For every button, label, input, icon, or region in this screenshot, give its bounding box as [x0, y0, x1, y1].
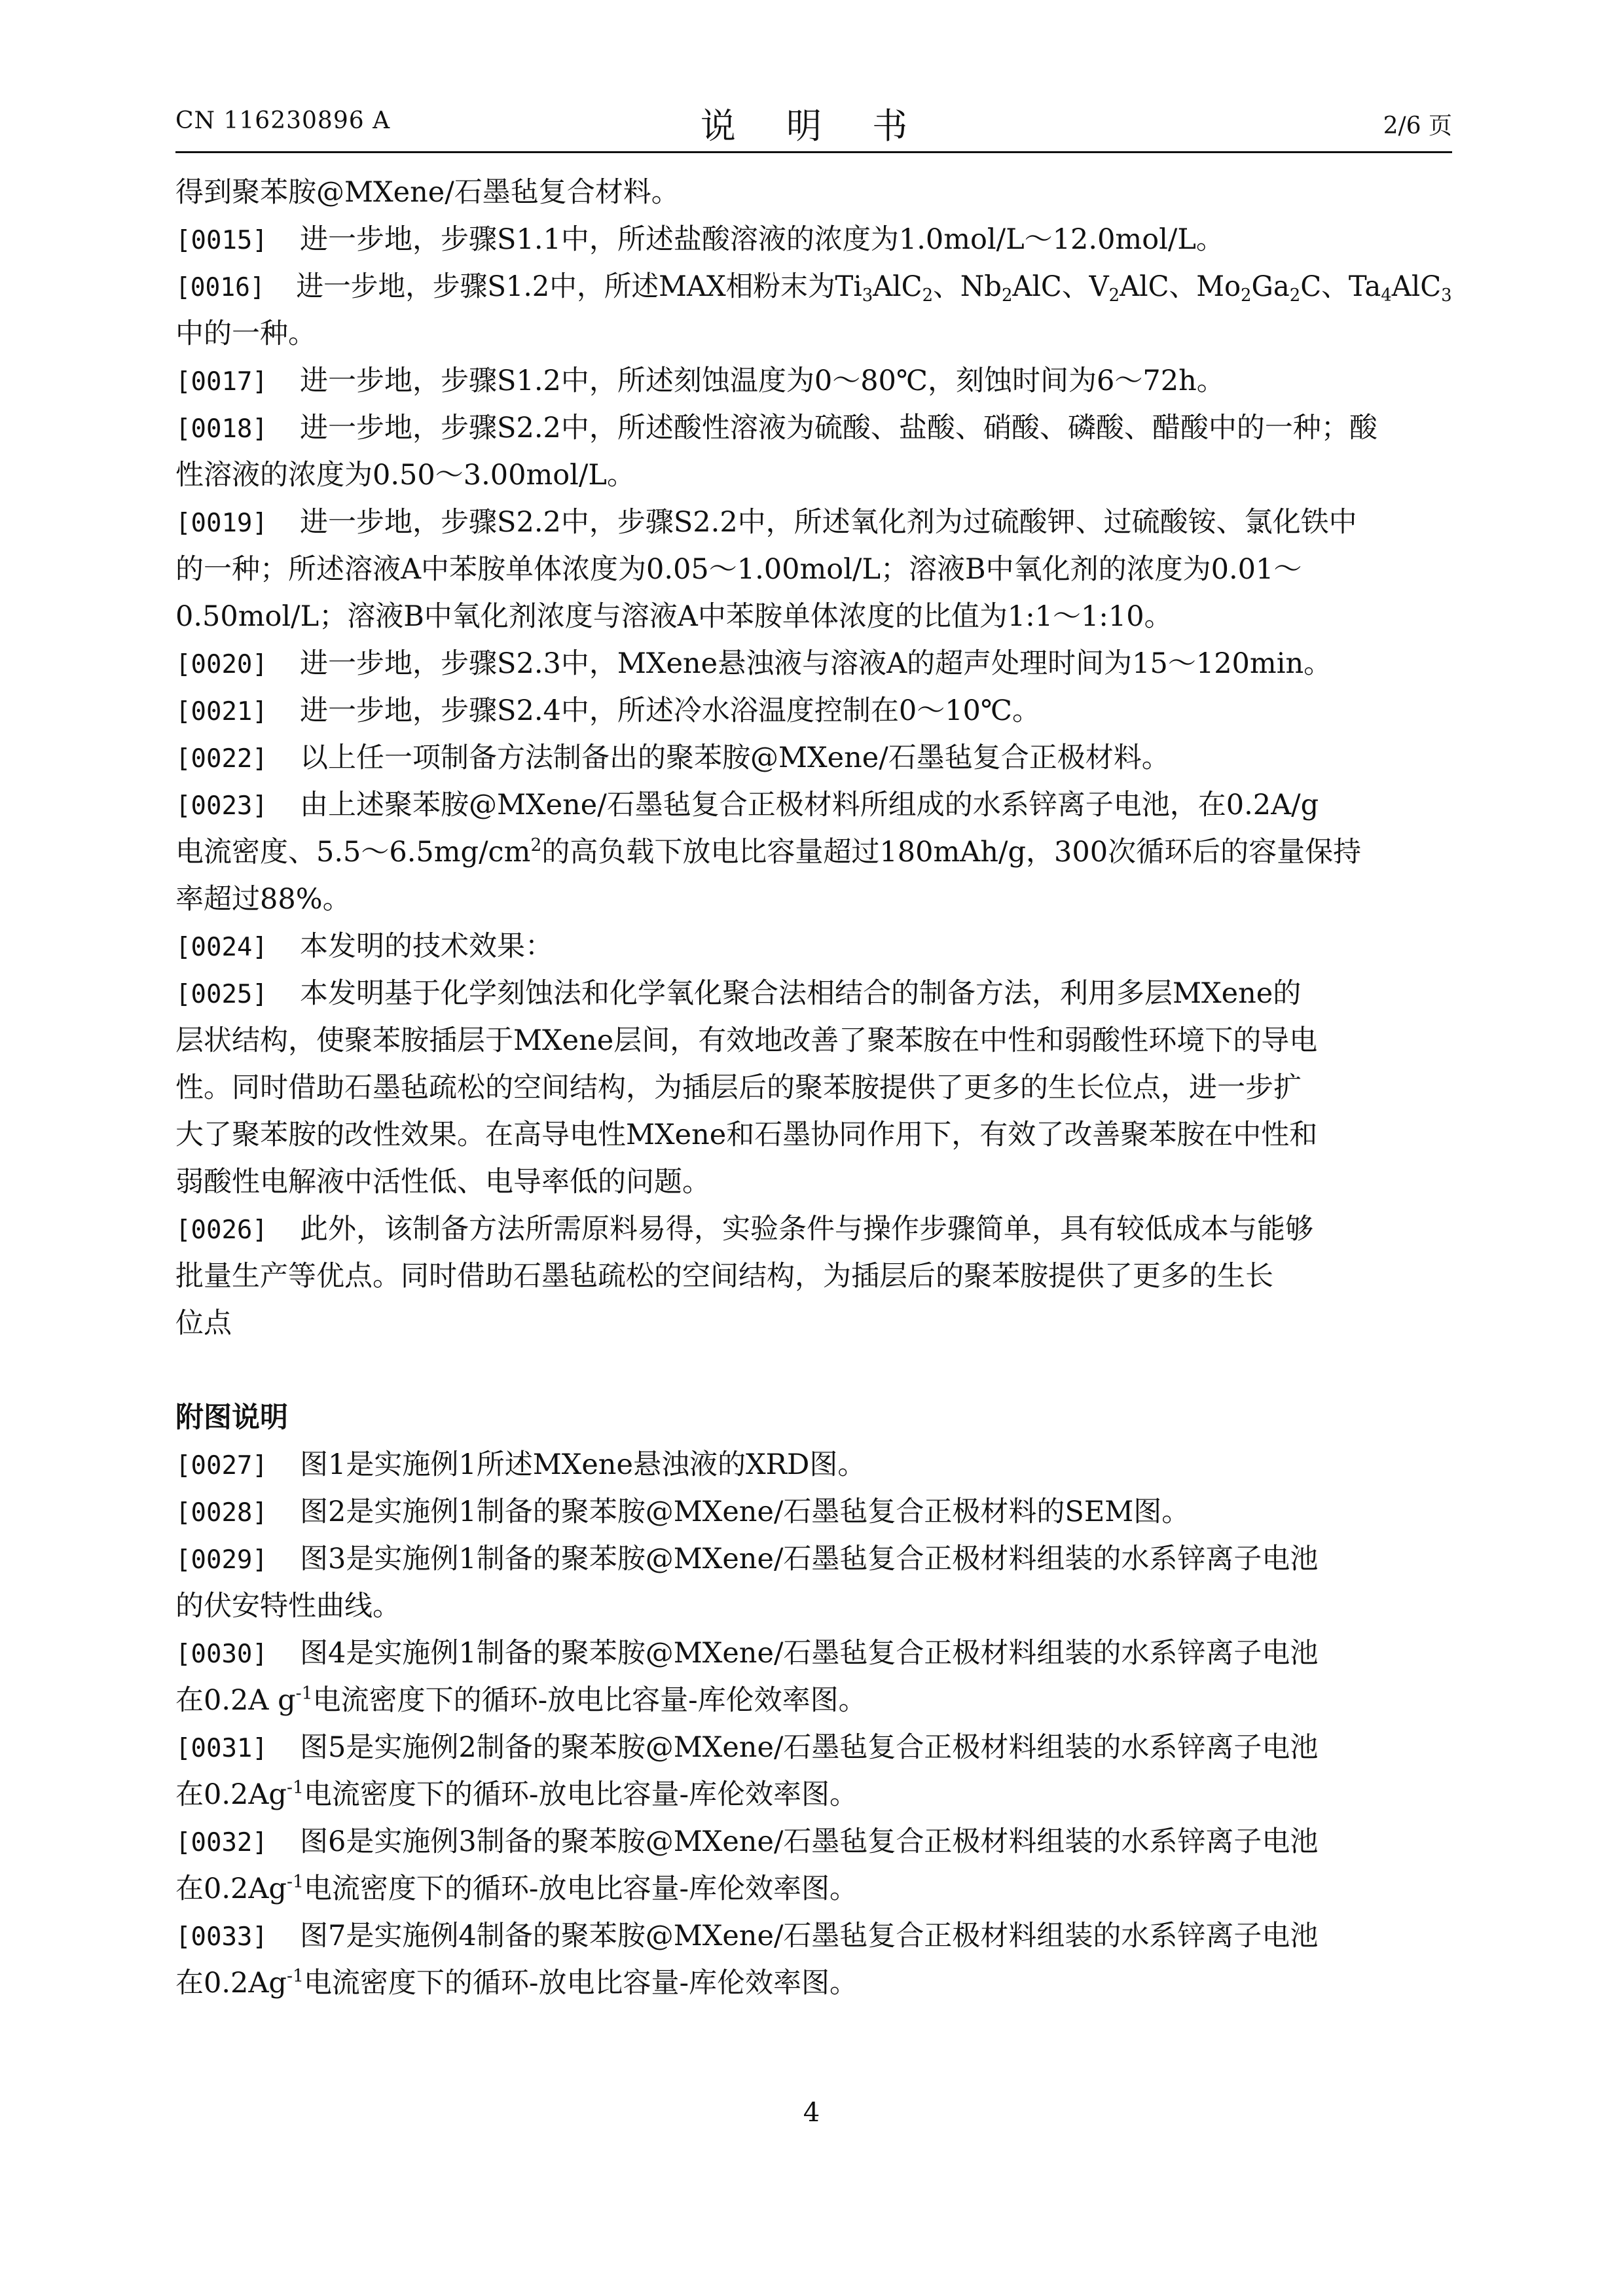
- text-line: 性溶液的浓度为0.50～3.00mol/L。: [175, 459, 635, 492]
- paragraph-0031: [0031] 图5是实施例2制备的聚苯胺@MXene/石墨毡复合正极材料组装的水系锌离子电池: [175, 1724, 1452, 1771]
- paragraph-number: [0022]: [175, 744, 268, 774]
- paragraph-0030: [0030] 图4是实施例1制备的聚苯胺@MXene/石墨毡复合正极材料组装的水系锌离子电池: [175, 1630, 1452, 1677]
- paragraph-0025: [0025] 本发明基于化学刻蚀法和化学氧化聚合法相结合的制备方法，利用多层MXene的: [175, 970, 1452, 1017]
- paragraph-number: [0028]: [175, 1498, 268, 1528]
- paragraph-number: [0020]: [175, 650, 268, 679]
- paragraph-number: [0029]: [175, 1545, 268, 1575]
- paragraph-number: [0032]: [175, 1828, 268, 1857]
- header-rule: [175, 151, 1452, 153]
- page-number: 4: [803, 2098, 820, 2128]
- text-line: 率超过88%。: [175, 883, 351, 916]
- paragraph-number: [0033]: [175, 1922, 268, 1952]
- paragraph-0018: [0018] 进一步地，步骤S2.2中，所述酸性溶液为硫酸、盐酸、硝酸、磷酸、醋酸中的一种；酸: [175, 404, 1452, 452]
- paragraph-number: [0019]: [175, 509, 268, 538]
- paragraph-0027: [0027] 图1是实施例1所述MXene悬浊液的XRD图。: [175, 1441, 1452, 1488]
- text-line: 批量生产等优点。同时借助石墨毡疏松的空间结构，为插层后的聚苯胺提供了更多的生长: [175, 1260, 1273, 1293]
- paragraph-0023: [0023] 由上述聚苯胺@MXene/石墨毡复合正极材料所组成的水系锌离子电池，在0.2A/g: [175, 781, 1452, 829]
- publication-number: CN 116230896 A: [175, 107, 391, 134]
- text-line: 在$0.2Ag^{-1}$电流密度下的循环-放电比容量-库伦效率图。: [175, 1966, 858, 2000]
- text-line: 0.50mol/L；溶液B中氧化剂浓度与溶液A中苯胺单体浓度的比值为1:1～1:10。: [175, 600, 1173, 633]
- text-line: 在$0.2Ag^{-1}$电流密度下的循环-放电比容量-库伦效率图。: [175, 1872, 858, 1905]
- paragraph-number: [0021]: [175, 697, 268, 726]
- paragraph-number: [0015]: [175, 226, 268, 255]
- text-line: 中的一种。: [175, 317, 316, 350]
- paragraph-number: [0023]: [175, 791, 268, 821]
- paragraph-0026: [0026] 此外，该制备方法所需原料易得，实验条件与操作步骤简单，具有较低成本与能够: [175, 1206, 1452, 1253]
- paragraph-0029: [0029] 图3是实施例1制备的聚苯胺@MXene/石墨毡复合正极材料组装的水系锌离子电池: [175, 1535, 1452, 1583]
- text-line: 性。同时借助石墨毡疏松的空间结构，为插层后的聚苯胺提供了更多的生长位点，进一步扩: [175, 1071, 1302, 1104]
- paragraph-number: [0016]: [175, 273, 265, 302]
- paragraph-number: [0027]: [175, 1451, 268, 1480]
- page-header: [175, 98, 1452, 151]
- text-line: 层状结构，使聚苯胺插层于MXene层间，有效地改善了聚苯胺在中性和弱酸性环境下的导电: [175, 1024, 1318, 1057]
- paragraph-number: [0025]: [175, 980, 268, 1009]
- paragraph-number: [0024]: [175, 933, 268, 962]
- paragraph-number: [0026]: [175, 1215, 268, 1245]
- paragraph-0022: [0022] 以上任一项制备方法制备出的聚苯胺@MXene/石墨毡复合正极材料。: [175, 734, 1452, 781]
- text-line: 得到聚苯胺@MXene/石墨毡复合材料。: [175, 176, 680, 209]
- text-line: 的一种；所述溶液A中苯胺单体浓度为0.05～1.00mol/L；溶液B中氧化剂的浓度为0.01～: [175, 553, 1302, 586]
- blank-line: [175, 1347, 1452, 1394]
- paragraph-0032: [0032] 图6是实施例3制备的聚苯胺@MXene/石墨毡复合正极材料组装的水系锌离子电池: [175, 1818, 1452, 1865]
- paragraph-0016: [0016] 进一步地，步骤S1.2中，所述MAX相粉末为$Ti_3AlC_2$、$Nb_2AlC$、$V_2AlC$、$Mo_2Ga_2C$、$Ta_4AlC_3$: [175, 263, 1414, 310]
- document-title: 说 明 书: [700, 105, 928, 147]
- paragraph-number: [0030]: [175, 1640, 268, 1669]
- page-indicator: 2/6 页: [1383, 113, 1452, 139]
- paragraph-0020: [0020] 进一步地，步骤S2.3中，MXene悬浊液与溶液A的超声处理时间为15～120min。: [175, 640, 1452, 687]
- paragraph-0028: [0028] 图2是实施例1制备的聚苯胺@MXene/石墨毡复合正极材料的SEM图。: [175, 1488, 1452, 1535]
- document-body: [175, 169, 1452, 2007]
- paragraph-number: [0017]: [175, 367, 268, 397]
- paragraph-0015: [0015] 进一步地，步骤S1.1中，所述盐酸溶液的浓度为1.0mol/L～12.0mol/L。: [175, 216, 1452, 263]
- paragraph-0033: [0033] 图7是实施例4制备的聚苯胺@MXene/石墨毡复合正极材料组装的水系锌离子电池: [175, 1912, 1452, 1960]
- paragraph-0024: [0024] 本发明的技术效果：: [175, 923, 1452, 970]
- text-line: 在$0.2Ag^{-1}$电流密度下的循环-放电比容量-库伦效率图。: [175, 1778, 858, 1811]
- paragraph-number: [0018]: [175, 414, 268, 444]
- text-line: 的伏安特性曲线。: [175, 1590, 401, 1623]
- text-line: 大了聚苯胺的改性效果。在高导电性MXene和石墨协同作用下，有效了改善聚苯胺在中性和: [175, 1119, 1318, 1151]
- text-line: 在0.2A $g^{-1}$电流密度下的循环-放电比容量-库伦效率图。: [175, 1683, 867, 1717]
- paragraph-0019: [0019] 进一步地，步骤S2.2中，步骤S2.2中，所述氧化剂为过硫酸钾、过硫酸铵、氯化铁中: [175, 499, 1452, 546]
- text-line: 弱酸性电解液中活性低、电导率低的问题。: [175, 1166, 710, 1198]
- paragraph-0017: [0017] 进一步地，步骤S1.2中，所述刻蚀温度为0～80℃，刻蚀时间为6～72h。: [175, 357, 1452, 404]
- text-line: 位点: [175, 1307, 232, 1340]
- paragraph-0021: [0021] 进一步地，步骤S2.4中，所述冷水浴温度控制在0～10℃。: [175, 687, 1452, 734]
- text-line: 电流密度、$5.5\sim 6.5mg/cm^2$的高负载下放电比容量超过180mAh/g，300次循环后的容量保持: [175, 835, 1362, 869]
- section-heading: 附图说明: [175, 1401, 288, 1434]
- paragraph-number: [0031]: [175, 1734, 268, 1763]
